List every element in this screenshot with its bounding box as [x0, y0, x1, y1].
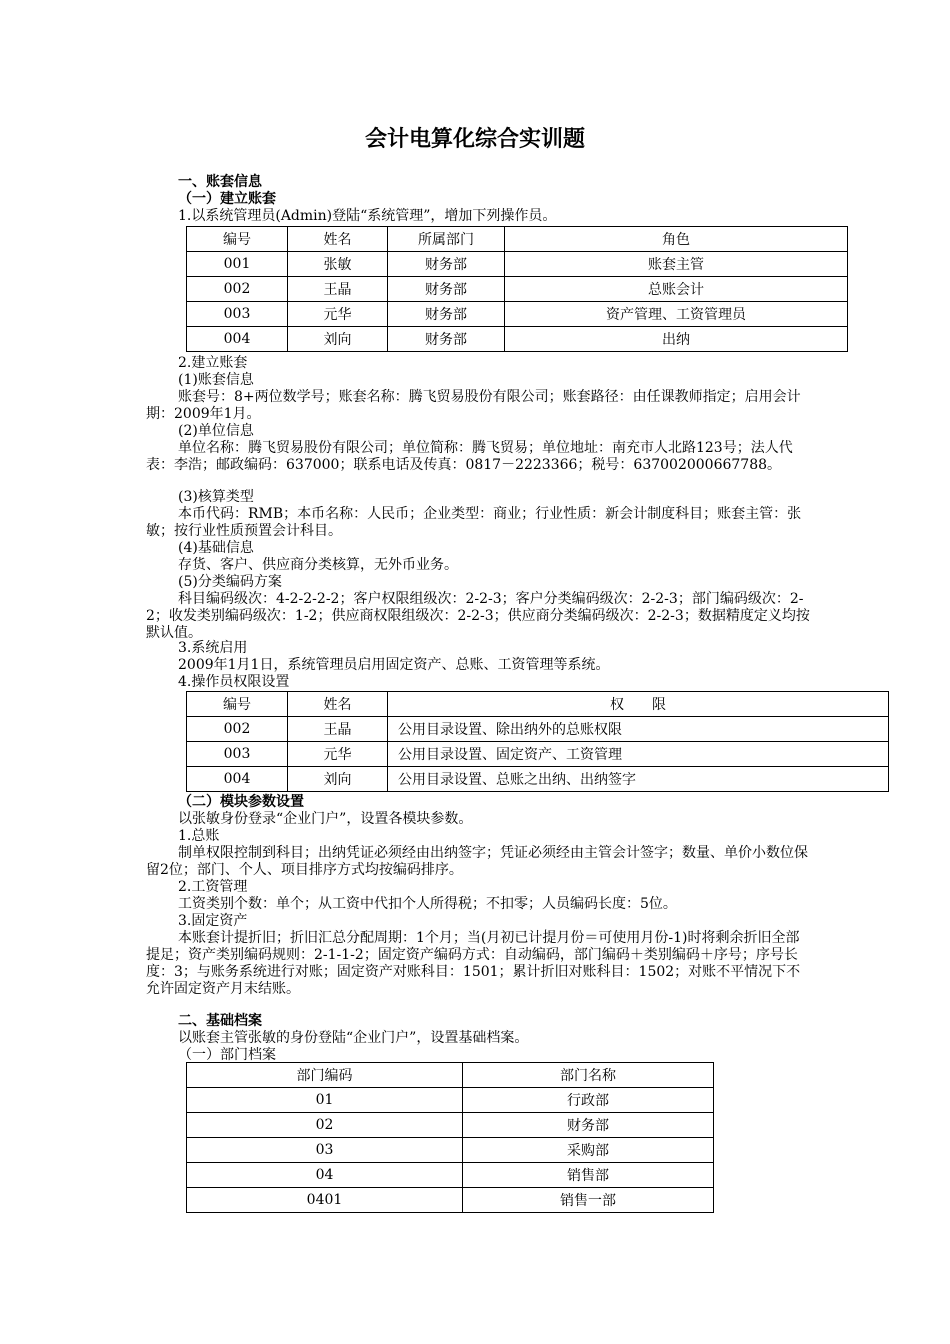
subsection-create-account: （一）建立账套 — [178, 191, 276, 207]
cell: 销售一部 — [463, 1188, 714, 1213]
subsection-department-archive: （一）部门档案 — [178, 1047, 276, 1063]
para-5-text: 科目编码级次：4-2-2-2-2；客户权限组级次：2-2-3；客户分类编码级次：2-2-3；部门编码级次：2-2；收发类别编码级次：1-2；供应商权限组级次：2-2-3；供应商分类编码级次：2-2-3；数据精度定义均按默认值。 — [146, 591, 810, 641]
table-row — [187, 767, 889, 792]
module-3-body — [146, 930, 810, 998]
cell: 004 — [187, 327, 288, 352]
table-row — [187, 252, 848, 277]
col-header-dept: 所属部门 — [388, 227, 505, 252]
section-2-text: 以账套主管张敏的身份登陆“企业门户”，设置基础档案。 — [178, 1030, 529, 1046]
para-2-body — [146, 440, 810, 474]
para-4-title: (4)基础信息 — [178, 540, 254, 556]
departments-table — [186, 1062, 714, 1213]
para-5-title: (5)分类编码方案 — [178, 574, 282, 590]
table-row — [187, 277, 848, 302]
cell: 王晶 — [288, 717, 388, 742]
cell: 刘向 — [288, 327, 388, 352]
section-2-heading: 二、基础档案 — [178, 1013, 262, 1029]
col-header-role: 角色 — [505, 227, 848, 252]
departments-table-header — [187, 1063, 714, 1088]
col-header-permission: 权 限 — [388, 692, 889, 717]
col-header-dept-code: 部门编码 — [187, 1063, 463, 1088]
col-header-code: 编号 — [187, 692, 288, 717]
item-3-title: 3.系统启用 — [178, 640, 248, 656]
cell: 王晶 — [288, 277, 388, 302]
cell: 公用目录设置、固定资产、工资管理 — [388, 742, 889, 767]
cell: 公用目录设置、除出纳外的总账权限 — [388, 717, 889, 742]
para-3-body — [146, 506, 810, 540]
item-4-title: 4.操作员权限设置 — [178, 674, 290, 690]
cell: 03 — [187, 1138, 463, 1163]
permissions-table — [186, 691, 889, 792]
cell: 004 — [187, 767, 288, 792]
table-row — [187, 1088, 714, 1113]
item-2-text: 2.建立账套 — [178, 355, 248, 371]
cell: 财务部 — [388, 327, 505, 352]
module-3-text: 本账套计提折旧；折旧汇总分配周期：1个月；当(月初已计提月份＝可使用月份-1)时将剩余折旧全部提足；资产类别编码规则：2-1-1-2；固定资产编码方式：自动编码，部门编码＋类别编码＋序号；序号长度：3；与账务系统进行对账；固定资产对账科目：1501；累计折旧对账科目：1502；对账不平情况下不允许固定资产月末结账。 — [146, 930, 801, 997]
cell: 元华 — [288, 742, 388, 767]
table-row — [187, 1113, 714, 1138]
table-row — [187, 1138, 714, 1163]
col-header-dept-name: 部门名称 — [463, 1063, 714, 1088]
module-2-title: 2.工资管理 — [178, 879, 248, 895]
module-1-text: 制单权限控制到科目；出纳凭证必须经由出纳签字；凭证必须经由主管会计签字；数量、单价小数位保留2位；部门、个人、项目排序方式均按编码排序。 — [146, 845, 808, 878]
module-1-title: 1.总账 — [178, 828, 220, 844]
cell: 02 — [187, 1113, 463, 1138]
table-row — [187, 1163, 714, 1188]
cell: 公用目录设置、总账之出纳、出纳签字 — [388, 767, 889, 792]
module-2-text: 工资类别个数：单个；从工资中代扣个人所得税；不扣零；人员编码长度：5位。 — [178, 896, 677, 912]
para-2-text: 单位名称：腾飞贸易股份有限公司；单位简称：腾飞贸易；单位地址：南充市人北路123号；法人代表：李浩；邮政编码：637000；联系电话及传真：0817－2223366；税号：637002000667788。 — [146, 440, 793, 473]
cell: 01 — [187, 1088, 463, 1113]
cell: 001 — [187, 252, 288, 277]
operators-table — [186, 226, 848, 352]
item-3-text: 2009年1月1日，系统管理员启用固定资产、总账、工资管理等系统。 — [178, 657, 610, 673]
col-header-code: 编号 — [187, 227, 288, 252]
module-params-text: 以张敏身份登录“企业门户”，设置各模块参数。 — [178, 811, 473, 827]
cell: 003 — [187, 302, 288, 327]
para-1-body — [146, 389, 810, 423]
cell: 财务部 — [388, 252, 505, 277]
subsection-module-params: （二）模块参数设置 — [178, 794, 304, 810]
cell: 财务部 — [463, 1113, 714, 1138]
para-3-text: 本币代码：RMB；本币名称：人民币；企业类型：商业；行业性质：新会计制度科目；账套主管：张敏；按行业性质预置会计科目。 — [146, 506, 802, 539]
document-title: 会计电算化综合实训题 — [364, 127, 585, 152]
cell: 出纳 — [505, 327, 848, 352]
table-row — [187, 1188, 714, 1213]
para-4-text: 存货、客户、供应商分类核算，无外币业务。 — [178, 557, 458, 573]
col-header-name: 姓名 — [288, 227, 388, 252]
cell: 财务部 — [388, 302, 505, 327]
cell: 采购部 — [463, 1138, 714, 1163]
para-1-text: 账套号：8+两位数学号；账套名称：腾飞贸易股份有限公司；账套路径：由任课教师指定；启用会计期：2009年1月。 — [146, 389, 801, 422]
para-5-body — [146, 591, 810, 642]
cell: 0401 — [187, 1188, 463, 1213]
para-2-title: (2)单位信息 — [178, 423, 254, 439]
cell: 元华 — [288, 302, 388, 327]
cell: 行政部 — [463, 1088, 714, 1113]
table-row — [187, 302, 848, 327]
cell: 002 — [187, 277, 288, 302]
section-1-heading: 一、账套信息 — [178, 174, 262, 190]
cell: 003 — [187, 742, 288, 767]
para-3-title: (3)核算类型 — [178, 489, 254, 505]
col-header-name: 姓名 — [288, 692, 388, 717]
table-row — [187, 717, 889, 742]
cell: 04 — [187, 1163, 463, 1188]
module-3-title: 3.固定资产 — [178, 913, 248, 929]
cell: 账套主管 — [505, 252, 848, 277]
cell: 张敏 — [288, 252, 388, 277]
permissions-table-header — [187, 692, 889, 717]
table-row — [187, 742, 889, 767]
operators-table-header — [187, 227, 848, 252]
cell: 002 — [187, 717, 288, 742]
para-1-title: (1)账套信息 — [178, 372, 254, 388]
cell: 刘向 — [288, 767, 388, 792]
item-1-text: 1.以系统管理员(Admin)登陆“系统管理”，增加下列操作员。 — [178, 208, 557, 224]
cell: 资产管理、工资管理员 — [505, 302, 848, 327]
module-1-body — [146, 845, 810, 879]
cell: 财务部 — [388, 277, 505, 302]
table-row — [187, 327, 848, 352]
cell: 销售部 — [463, 1163, 714, 1188]
cell: 总账会计 — [505, 277, 848, 302]
